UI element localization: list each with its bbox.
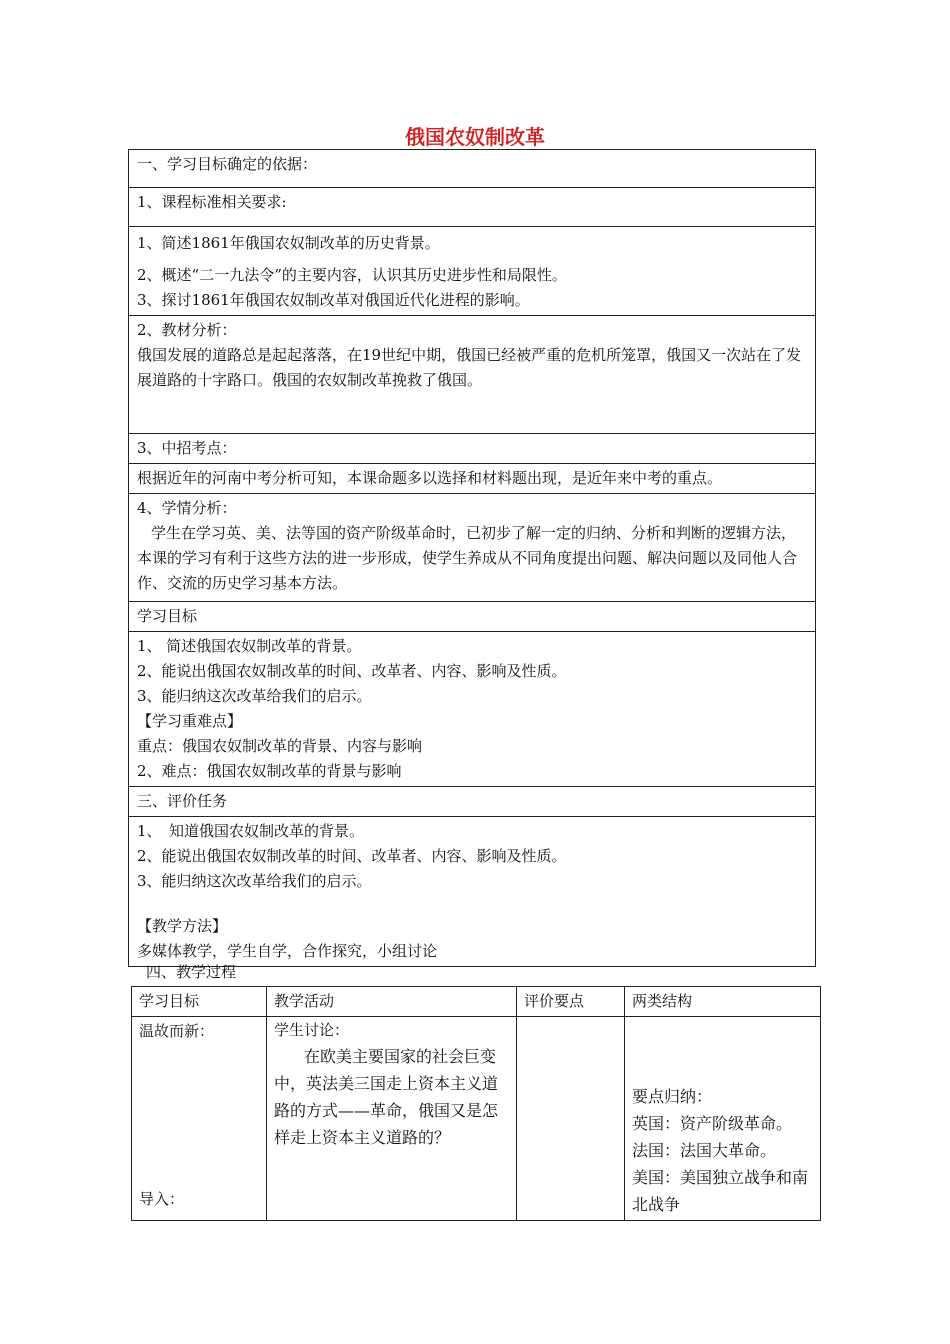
learner-text: 学生在学习英、美、法等国的资产阶级革命时，已初步了解一定的归纳、分析和判断的逻辑方法，本课的学习有利于这些方法的进一步形成，使学生养成从不同角度提出问题、解决问题以及同他人合作、交流的历史学习基本方法。 [137,524,798,592]
goal-col [132,1017,267,1221]
page-title: 俄国农奴制改革 [405,125,545,149]
material-text: 俄国发展的道路总是起起落落，在19世纪中期，俄国已经被严重的危机所笼罩，俄国又一次站在了发展道路的十字路口。俄国的农奴制改革挽救了俄国。 [137,346,802,389]
objectives-table [128,149,816,967]
goal-item: 3、能归纳这次改革给我们的启示。 [137,687,372,705]
goal-item: 1、 简述俄国农奴制改革的背景。 [137,637,362,655]
activity-text: 在欧美主要国家的社会巨变中，英法美三国走上资本主义道路的方式——革命，俄国又是怎样走上资本主义道路的？ [274,1047,499,1147]
goals-heading: 学习目标 [129,602,816,632]
basis-heading: 一、学习目标确定的依据： [129,150,816,188]
header-activity: 教学活动 [267,987,517,1017]
material-heading: 2、教材分析： [137,321,237,339]
header-eval: 评价要点 [517,987,625,1017]
exam-text: 根据近年的河南中考分析可知，本课命题多以选择和材料题出现，是近年来中考的重点。 [129,464,816,494]
header-structure: 两类结构 [625,987,821,1017]
method-heading: 【教学方法】 [137,917,228,935]
eval-heading: 三、评价任务 [129,787,816,817]
key-heading: 【学习重难点】 [137,712,243,730]
process-label: 四、教学过程 [146,963,237,981]
structure-item: 英国：资产阶级革命。 [632,1114,793,1133]
key-item: 2、难点：俄国农奴制改革的背景与影响 [137,762,402,780]
eval-item: 3、能归纳这次改革给我们的启示。 [137,872,372,890]
eval-item: 2、能说出俄国农奴制改革的时间、改革者、内容、影响及性质。 [137,847,567,865]
learner-cell [129,494,816,602]
activity-heading: 学生讨论： [274,1021,350,1039]
structure-col [625,1017,821,1221]
exam-heading: 3、中招考点： [129,434,816,464]
structure-heading: 要点归纳： [632,1087,713,1106]
curriculum-heading: 1、课程标准相关要求: [129,188,816,227]
structure-item: 法国：法国大革命。 [632,1141,777,1160]
material-cell [129,316,816,434]
eval-item: 1、 知道俄国农奴制改革的背景。 [137,822,365,840]
header-goal: 学习目标 [132,987,267,1017]
structure-item: 美国：美国独立战争和南北战争 [632,1168,809,1214]
curriculum-cell [129,227,816,316]
key-item: 重点：俄国农奴制改革的背景、内容与影响 [137,737,423,755]
goals-cell [129,632,816,787]
goal-intro: 导入： [139,1190,185,1208]
goal-item: 2、能说出俄国农奴制改革的时间、改革者、内容、影响及性质。 [137,662,567,680]
activity-col [267,1017,517,1221]
process-table [131,986,821,1221]
learner-heading: 4、学情分析： [137,499,237,517]
curriculum-item: 2、概述“二一九法令”的主要内容，认识其历史进步性和局限性。 [137,266,567,284]
eval-col [517,1017,625,1221]
goal-review: 温故而新： [139,1022,215,1040]
curriculum-item: 3、探讨1861年俄国农奴制改革对俄国近代化进程的影响。 [137,291,530,309]
method-text: 多媒体教学，学生自学，合作探究，小组讨论 [137,942,438,960]
eval-cell [129,817,816,967]
curriculum-item: 1、简述1861年俄国农奴制改革的历史背景。 [137,234,440,252]
